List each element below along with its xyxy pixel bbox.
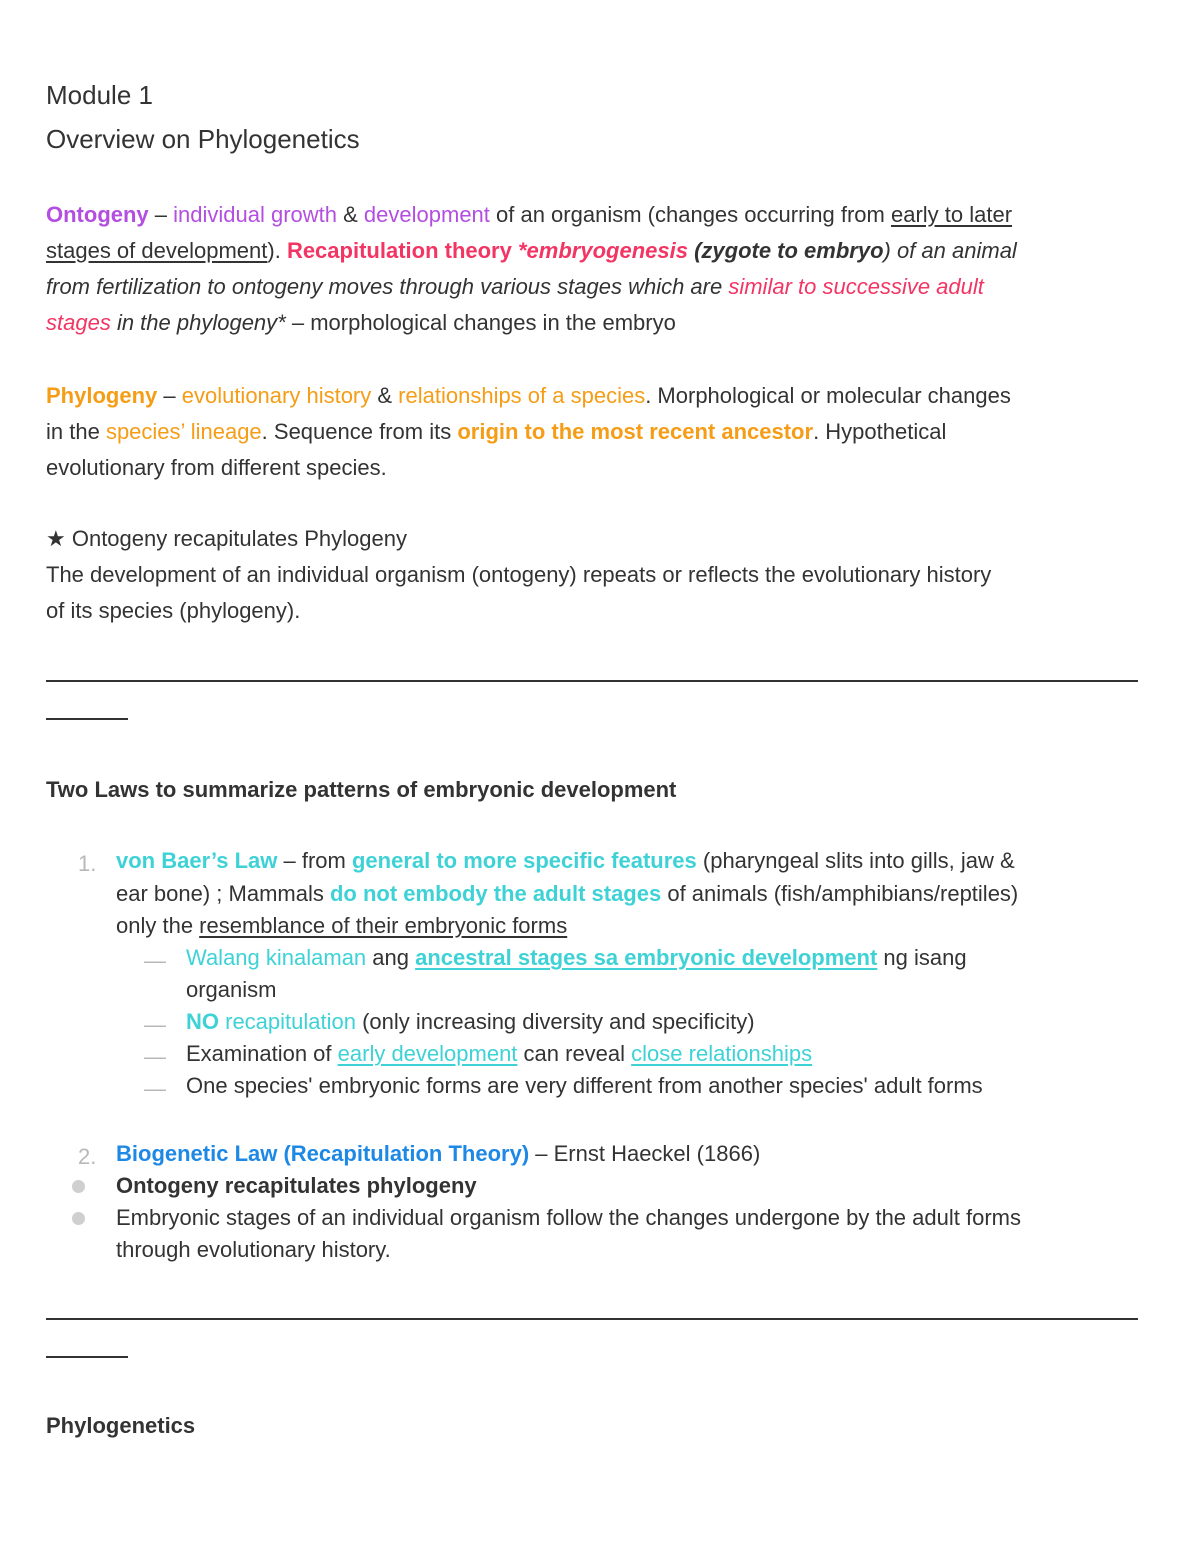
bullet-dot-2 (72, 1212, 85, 1225)
bullet-item-2-line-2: through evolutionary history. (116, 1237, 391, 1262)
list-number-2: 2. (78, 1144, 97, 1169)
recap-line-2: of its species (phylogeny). (46, 598, 301, 623)
sub-item-2: NO recapitulation (only increasing diversity and specificity) (186, 1009, 755, 1034)
divider-1 (46, 680, 1138, 682)
phylogeny-term: Phylogeny (46, 383, 158, 408)
ontogeny-term: Ontogeny (46, 202, 149, 227)
sub-item-1-line-2: organism (186, 977, 277, 1002)
recap-line-1: The development of an individual organism (ontogeny) repeats or reflects the evolutionary history (46, 562, 992, 587)
divider-2-tail (46, 1356, 128, 1358)
von-baer-line-3: only the resemblance of their embryonic forms (116, 913, 568, 938)
bullet-item-2-line-1: Embryonic stages of an individual organism follow the changes undergone by the adult forms (116, 1205, 1021, 1230)
phylogeny-line-2: in the species’ lineage. Sequence from its origin to the most recent ancestor. Hypothetical (46, 419, 947, 444)
biogenetic-law-term: Biogenetic Law (Recapitulation Theory) (116, 1141, 530, 1166)
von-baer-law-term: von Baer’s Law (116, 848, 278, 873)
list-number-1: 1. (78, 851, 97, 876)
recapitulation-theory-term: Recapitulation theory (286, 238, 512, 263)
sub-item-4: One species' embryonic forms are very different from another species' adult forms (186, 1073, 983, 1098)
sub-item-1-line-1: Walang kinalaman ang ancestral stages sa embryonic development ng isang (186, 945, 967, 970)
von-baer-line-2: ear bone) ; Mammals do not embody the adult stages of animals (fish/amphibians/reptiles) (116, 881, 1019, 906)
sub-item-3: Examination of early development can reveal close relationships (186, 1041, 813, 1066)
divider-1-tail (46, 718, 128, 720)
ontogeny-line-1: Ontogeny – individual growth & development of an organism (changes occurring from early to later (46, 202, 1013, 227)
phylogenetics-heading: Phylogenetics (46, 1413, 196, 1438)
sub-dash-4: — (144, 1076, 166, 1101)
page-title: Overview on Phylogenetics (46, 124, 360, 154)
ontogeny-line-4: stages in the phylogeny* – morphological changes in the embryo (46, 310, 676, 335)
star-icon: ★ (46, 526, 66, 551)
ontogeny-line-2: stages of development). Recapitulation theory *embryogenesis (zygote to embryo) of an animal (46, 238, 1017, 263)
ontogeny-line-3: from fertilization to ontogeny moves through various stages which are similar to successive adult (46, 274, 984, 299)
divider-2 (46, 1318, 1138, 1320)
module-label: Module 1 (46, 80, 153, 110)
biogenetic-law-line: Biogenetic Law (Recapitulation Theory) – Ernst Haeckel (1866) (116, 1141, 761, 1166)
bullet-item-1: Ontogeny recapitulates phylogeny (116, 1173, 477, 1198)
phylogeny-line-1: Phylogeny – evolutionary history & relationships of a species. Morphological or molecular changes (46, 383, 1011, 408)
laws-heading: Two Laws to summarize patterns of embryonic development (46, 777, 677, 802)
sub-dash-3: — (144, 1044, 166, 1069)
bullet-dot-1 (72, 1180, 85, 1193)
sub-dash-2: — (144, 1012, 166, 1037)
phylogeny-line-3: evolutionary from different species. (46, 455, 387, 480)
von-baer-line-1: von Baer’s Law – from general to more specific features (pharyngeal slits into gills, jaw & (116, 848, 1015, 873)
sub-dash-1: — (144, 948, 166, 973)
recap-heading: ★ Ontogeny recapitulates Phylogeny (46, 526, 407, 551)
